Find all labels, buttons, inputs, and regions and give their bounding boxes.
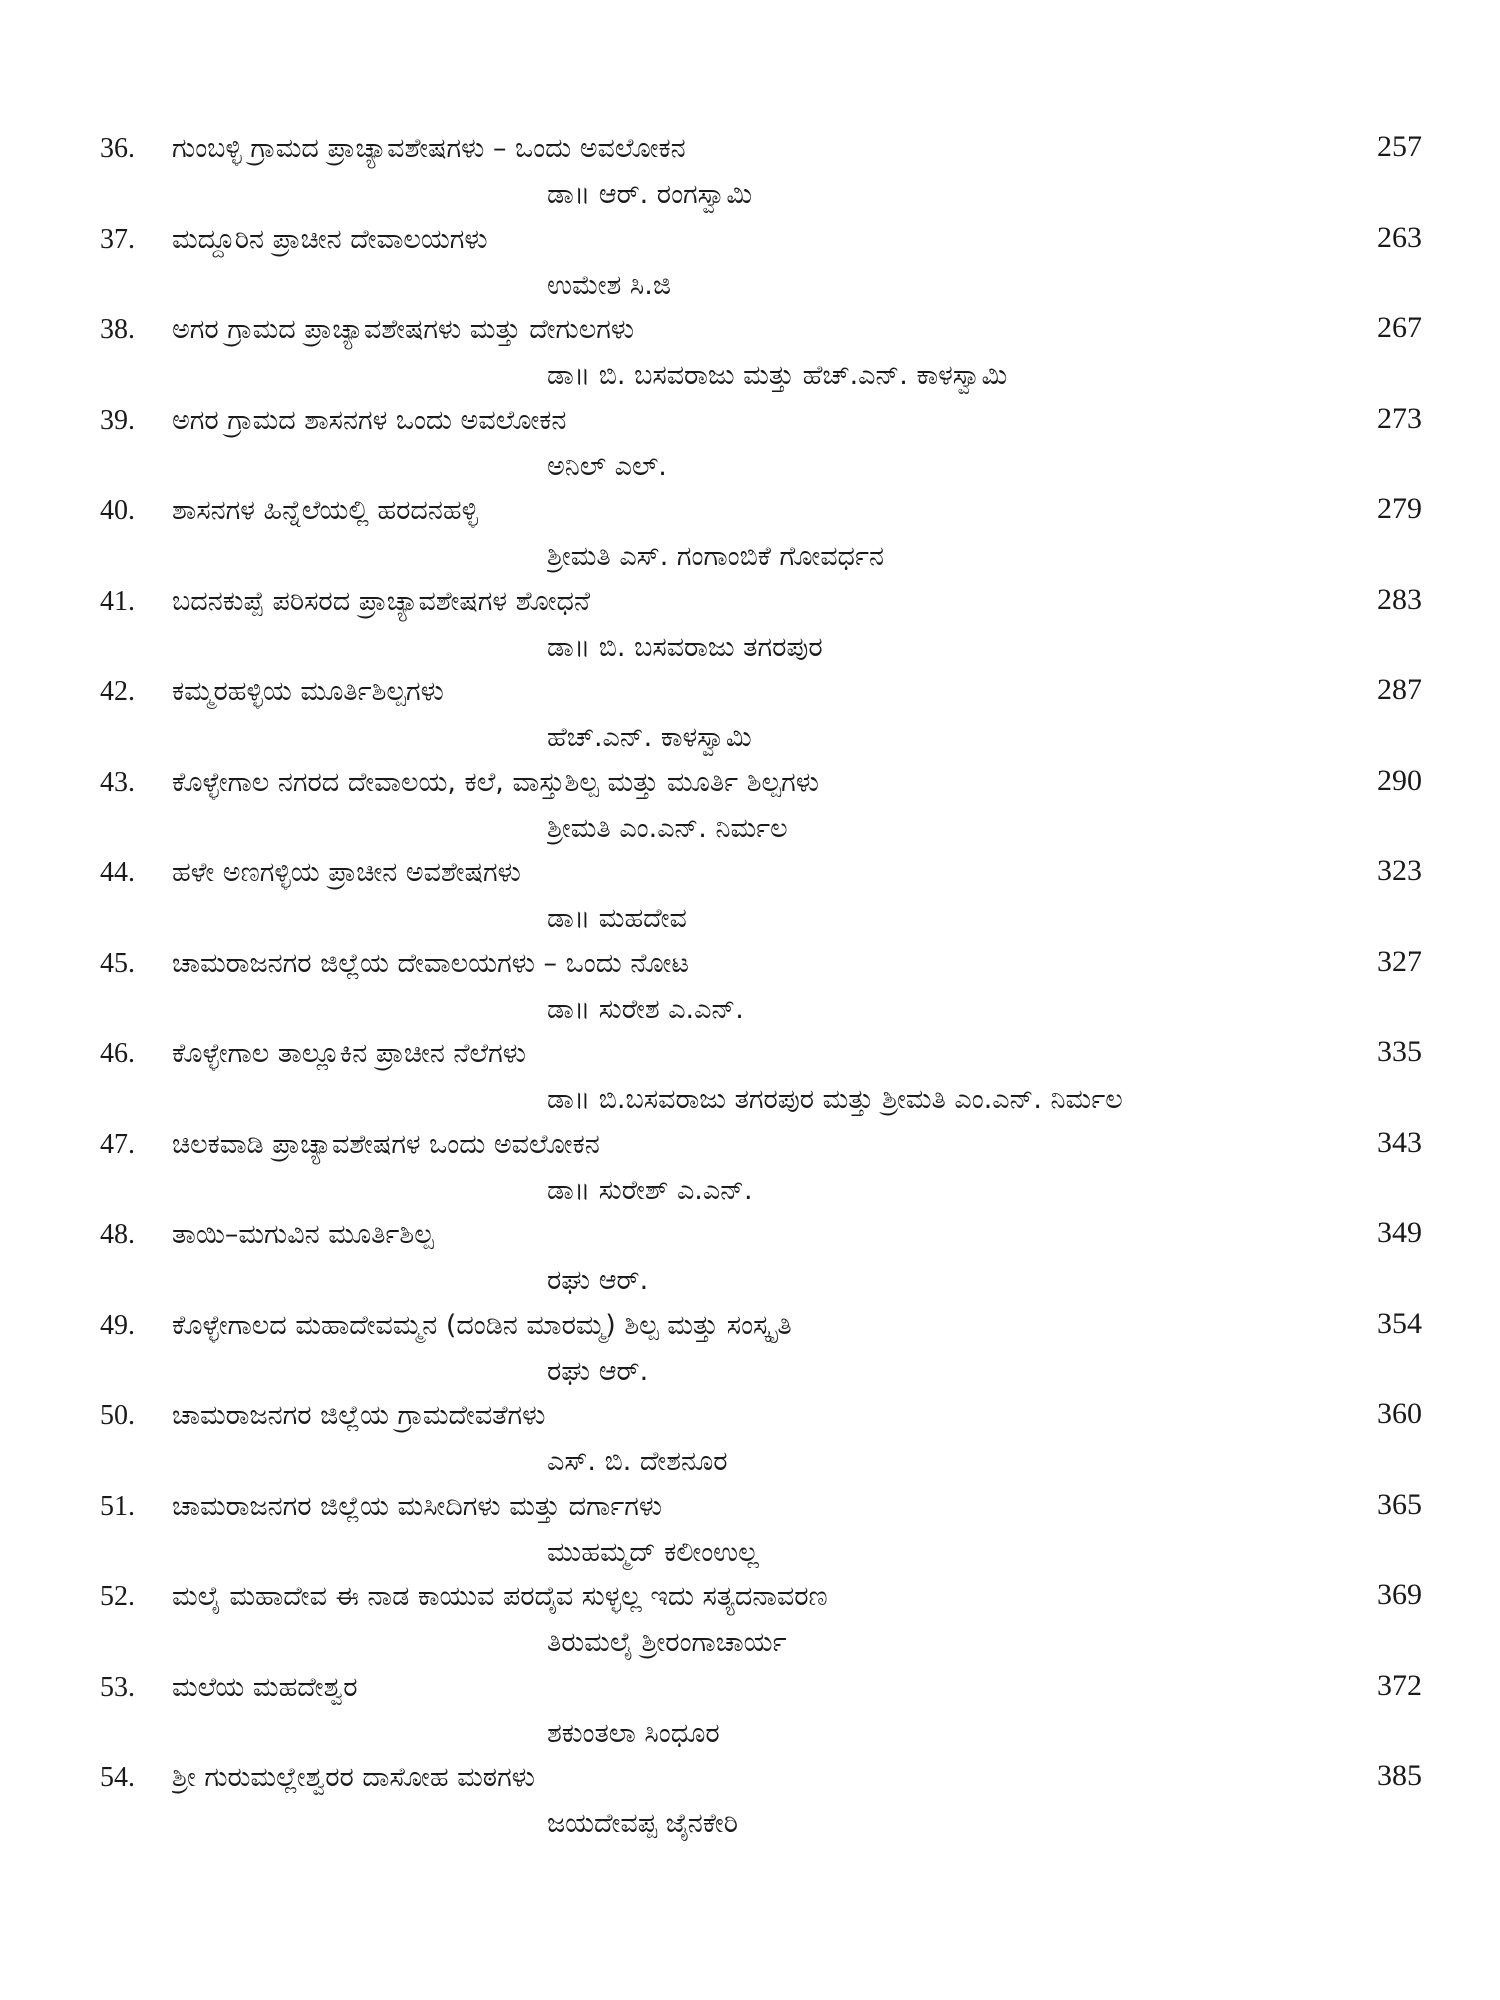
entry-author: ಡಾ॥ ಮಹದೇವ	[547, 903, 687, 934]
entry-author: ಡಾ॥ ಆರ್. ರಂಗಸ್ವಾಮಿ	[547, 179, 753, 210]
toc-entry	[100, 1392, 1430, 1483]
entry-title: ಮದ್ದೂರಿನ ಪ್ರಾಚೀನ ದೇವಾಲಯಗಳು	[172, 223, 488, 255]
entry-author: ಮುಹಮ್ಮದ್ ಕಲೀಂಉಲ್ಲ	[547, 1536, 759, 1568]
entry-title: ಹಳೇ ಅಣಗಳ್ಳಿಯ ಪ್ರಾಚೀನ ಅವಶೇಷಗಳು	[172, 857, 521, 888]
entry-page-number: 349	[1377, 1216, 1422, 1249]
entry-title: ಶ್ರೀ ಗುರುಮಲ್ಲೇಶ್ವರರ ದಾಸೋಹ ಮಠಗಳು	[172, 1762, 535, 1793]
toc-entry	[100, 578, 1430, 669]
entry-page-number: 360	[1377, 1397, 1422, 1430]
entry-page-number: 369	[1377, 1578, 1422, 1611]
entry-title: ಮಲೈ ಮಹಾದೇವ ಈ ನಾಡ ಕಾಯುವ ಪರದೈವ ಸುಳ್ಳಲ್ಲ ಇದು ಸತ್ಯದನಾವರಣ	[172, 1581, 828, 1612]
entry-number: 39.	[100, 404, 135, 436]
entry-page-number: 385	[1377, 1759, 1422, 1792]
entry-title: ಕೊಳ್ಳೇಗಾಲ ನಗರದ ದೇವಾಲಯ, ಕಲೆ, ವಾಸ್ತುಶಿಲ್ಪ ಮತ್ತು ಮೂರ್ತಿ ಶಿಲ್ಪಗಳು	[172, 766, 819, 798]
entry-author: ಡಾ॥ ಬಿ. ಬಸವರಾಜು ಮತ್ತು ಹೆಚ್.ಎನ್. ಕಾಳಸ್ವಾಮಿ	[547, 360, 1008, 391]
entry-page-number: 343	[1377, 1125, 1422, 1159]
entry-page-number: 365	[1377, 1487, 1422, 1521]
entry-title: ಮಲೆಯ ಮಹದೇಶ್ವರ	[172, 1671, 358, 1703]
entry-title: ತಾಯಿ–ಮಗುವಿನ ಮೂರ್ತಿಶಿಲ್ಪ	[172, 1219, 434, 1250]
entry-number: 36.	[100, 133, 135, 164]
entry-author: ಡಾ॥ ಬಿ. ಬಸವರಾಜು ತಗರಪುರ	[547, 631, 823, 663]
toc-entry	[100, 940, 1430, 1031]
entry-author: ಡಾ॥ ಬಿ.ಬಸವರಾಜು ತಗರಪುರ ಮತ್ತು ಶ್ರೀಮತಿ ಎಂ.ಎನ್. ನಿರ್ಮಲ	[547, 1084, 1123, 1115]
entry-page-number: 327	[1377, 944, 1422, 978]
toc-entry	[100, 397, 1430, 488]
entry-number: 46.	[100, 1038, 135, 1069]
toc-entry	[100, 849, 1430, 940]
toc-entry	[100, 487, 1430, 578]
entry-number: 47.	[100, 1128, 135, 1160]
entry-author: ಎಸ್. ಬಿ. ದೇಶನೂರ	[547, 1446, 728, 1477]
entry-number: 42.	[100, 676, 135, 707]
toc-entry	[100, 1121, 1430, 1212]
entry-title: ಶಾಸನಗಳ ಹಿನ್ನೆಲೆಯಲ್ಲಿ ಹರದನಹಳ್ಳಿ	[172, 495, 479, 526]
entry-title: ಗುಂಬಳ್ಳಿ ಗ್ರಾಮದ ಪ್ರಾಚ್ಯಾವಶೇಷಗಳು – ಒಂದು ಅವಲೋಕನ	[172, 133, 686, 164]
toc-entry	[100, 1664, 1430, 1755]
entry-author: ರಘು ಆರ್.	[547, 1355, 649, 1387]
entry-number: 51.	[100, 1490, 135, 1522]
entry-page-number: 273	[1377, 401, 1422, 435]
toc-entry	[100, 1754, 1430, 1845]
entry-page-number: 287	[1377, 673, 1422, 706]
table-of-contents	[100, 125, 1430, 1845]
entry-number: 54.	[100, 1762, 135, 1793]
entry-title: ಕಮ್ಮರಹಳ್ಳಿಯ ಮೂರ್ತಿಶಿಲ್ಪಗಳು	[172, 676, 444, 707]
entry-page-number: 283	[1377, 582, 1422, 616]
entry-number: 45.	[100, 947, 135, 979]
entry-author: ರಘು ಆರ್.	[547, 1265, 649, 1296]
entry-author: ತಿರುಮಲೈ ಶ್ರೀರಂಗಾಚಾರ್ಯ	[547, 1627, 787, 1658]
entry-number: 40.	[100, 495, 135, 526]
entry-page-number: 354	[1377, 1306, 1422, 1340]
entry-title: ಚಾಮರಾಜನಗರ ಜಿಲ್ಲೆಯ ಮಸೀದಿಗಳು ಮತ್ತು ದರ್ಗಾಗಳು	[172, 1490, 663, 1522]
entry-title: ಚಿಲಕವಾಡಿ ಪ್ರಾಚ್ಯಾವಶೇಷಗಳ ಒಂದು ಅವಲೋಕನ	[172, 1128, 600, 1160]
entry-title: ಕೊಳ್ಳೇಗಾಲ ತಾಲ್ಲೂಕಿನ ಪ್ರಾಚೀನ ನೆಲೆಗಳು	[172, 1038, 526, 1069]
toc-entry	[100, 306, 1430, 397]
entry-page-number: 263	[1377, 220, 1422, 254]
entry-page-number: 257	[1377, 130, 1422, 163]
entry-author: ಶ್ರೀಮತಿ ಎಂ.ಎನ್. ನಿರ್ಮಲ	[547, 812, 788, 844]
entry-title: ಚಾಮರಾಜನಗರ ಜಿಲ್ಲೆಯ ಗ್ರಾಮದೇವತೆಗಳು	[172, 1400, 546, 1431]
entry-author: ಉಮೇಶ ಸಿ.ಜಿ	[547, 269, 671, 301]
entry-author: ಡಾ॥ ಸುರೇಶ ಎ.ಎನ್.	[547, 993, 744, 1025]
entry-number: 50.	[100, 1400, 135, 1431]
toc-entry	[100, 1211, 1430, 1302]
entry-title: ಅಗರ ಗ್ರಾಮದ ಶಾಸನಗಳ ಒಂದು ಅವಲೋಕನ	[172, 404, 567, 436]
entry-number: 44.	[100, 857, 135, 888]
entry-number: 52.	[100, 1581, 135, 1612]
entry-page-number: 335	[1377, 1035, 1422, 1068]
entry-page-number: 290	[1377, 763, 1422, 797]
entry-author: ಶಕುಂತಲಾ ಸಿಂಧೂರ	[547, 1717, 720, 1749]
toc-entry	[100, 759, 1430, 850]
toc-entry	[100, 668, 1430, 759]
entry-number: 41.	[100, 585, 135, 617]
entry-title: ಅಗರ ಗ್ರಾಮದ ಪ್ರಾಚ್ಯಾವಶೇಷಗಳು ಮತ್ತು ದೇಗುಲಗಳು	[172, 314, 635, 345]
entry-page-number: 323	[1377, 854, 1422, 887]
entry-number: 49.	[100, 1309, 135, 1341]
entry-title: ಬದನಕುಪ್ಪೆ ಪರಿಸರದ ಪ್ರಾಚ್ಯಾವಶೇಷಗಳ ಶೋಧನೆ	[172, 585, 591, 617]
entry-author: ಅನಿಲ್ ಎಲ್.	[547, 450, 667, 482]
entry-number: 37.	[100, 223, 135, 255]
toc-entry	[100, 1302, 1430, 1393]
entry-author: ಹೆಚ್.ಎನ್. ಕಾಳಸ್ವಾಮಿ	[547, 722, 752, 753]
entry-page-number: 279	[1377, 492, 1422, 525]
entry-page-number: 372	[1377, 1668, 1422, 1702]
entry-number: 53.	[100, 1671, 135, 1703]
entry-title: ಕೊಳ್ಳೇಗಾಲದ ಮಹಾದೇವಮ್ಮನ (ದಂಡಿನ ಮಾರಮ್ಮ) ಶಿಲ್ಪ ಮತ್ತು ಸಂಸ್ಕೃತಿ	[172, 1309, 792, 1341]
entry-author: ಜಯದೇವಪ್ಪ ಜೈನಕೇರಿ	[547, 1808, 738, 1839]
toc-entry	[100, 1483, 1430, 1574]
entry-author: ಡಾ॥ ಸುರೇಶ್ ಎ.ಎನ್.	[547, 1174, 753, 1206]
entry-number: 48.	[100, 1219, 135, 1250]
toc-entry	[100, 125, 1430, 216]
toc-entry	[100, 1030, 1430, 1121]
entry-title: ಚಾಮರಾಜನಗರ ಜಿಲ್ಲೆಯ ದೇವಾಲಯಗಳು – ಒಂದು ನೋಟ	[172, 947, 690, 979]
entry-page-number: 267	[1377, 311, 1422, 344]
toc-entry	[100, 216, 1430, 307]
entry-author: ಶ್ರೀಮತಿ ಎಸ್. ಗಂಗಾಂಬಿಕೆ ಗೋವರ್ಧನ	[547, 541, 884, 572]
entry-number: 38.	[100, 314, 135, 345]
entry-number: 43.	[100, 766, 135, 798]
toc-entry	[100, 1573, 1430, 1664]
